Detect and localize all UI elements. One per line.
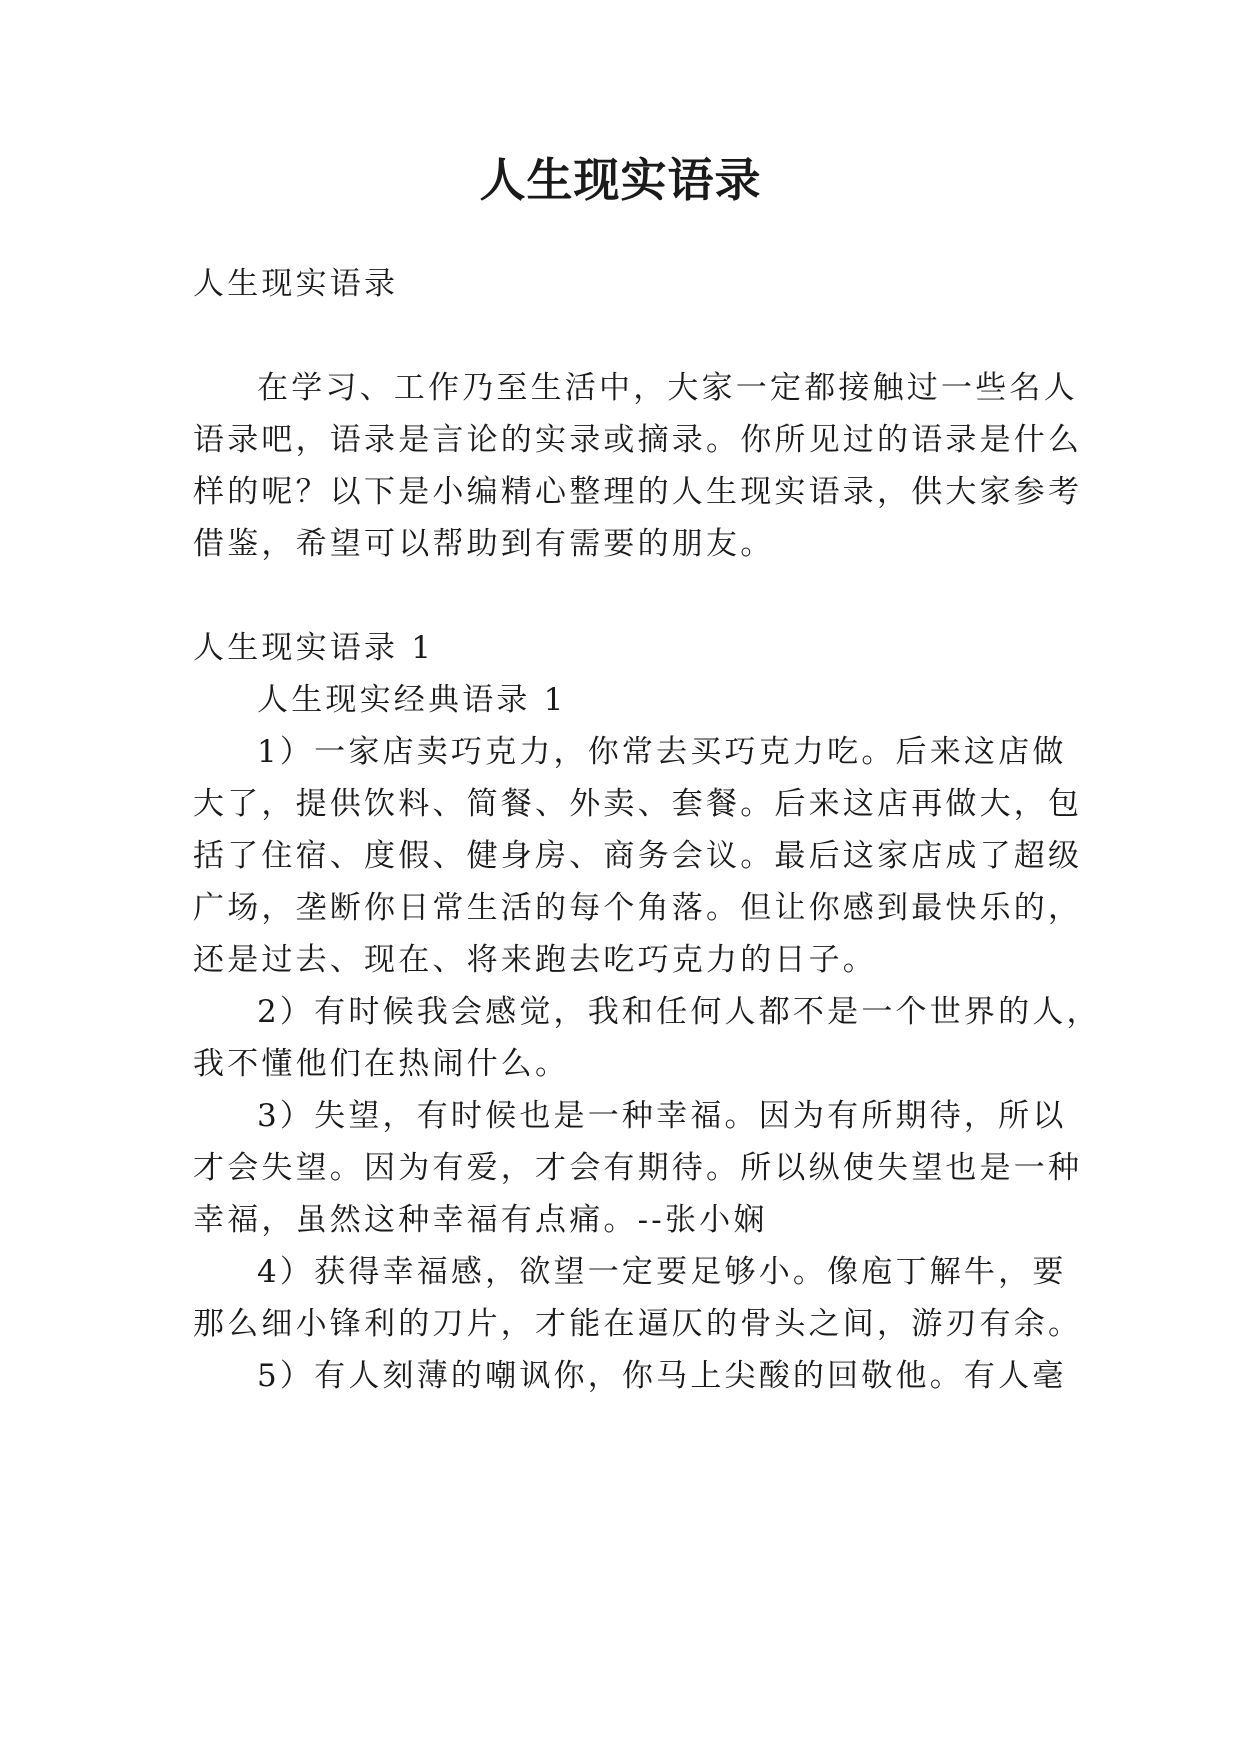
quote-line: 5）有人刻薄的嘲讽你，你马上尖酸的回敬他。有人毫 (257, 1358, 1067, 1394)
quote-line: 2）有时候我会感觉，我和任何人都不是一个世界的人， (257, 994, 1101, 1030)
subsection-heading: 人生现实经典语录 1 (257, 682, 567, 718)
intro-line: 借鉴，希望可以帮助到有需要的朋友。 (193, 526, 775, 562)
quote-line: 3）失望，有时候也是一种幸福。因为有所期待，所以 (257, 1098, 1067, 1134)
document-subtitle: 人生现实语录 (193, 266, 399, 302)
quote-line: 4）获得幸福感，欲望一定要足够小。像庖丁解牛，要 (257, 1254, 1067, 1290)
quote-line: 还是过去、现在、将来跑去吃巧克力的日子。 (193, 942, 877, 978)
intro-line: 语录吧，语录是言论的实录或摘录。你所见过的语录是什么 (193, 422, 1083, 458)
quote-line: 才会失望。因为有爱，才会有期待。所以纵使失望也是一种 (193, 1150, 1083, 1186)
quote-line: 广场，垄断你日常生活的每个角落。但让你感到最快乐的， (193, 890, 1083, 926)
quote-line: 那么细小锋利的刀片，才能在逼仄的骨头之间，游刃有余。 (193, 1306, 1083, 1342)
intro-line: 样的呢？以下是小编精心整理的人生现实语录，供大家参考 (193, 474, 1083, 510)
quote-line: 我不懂他们在热闹什么。 (193, 1046, 570, 1082)
quote-line: 1）一家店卖巧克力，你常去买巧克力吃。后来这店做 (257, 734, 1067, 770)
intro-line: 在学习、工作乃至生活中，大家一定都接触过一些名人 (257, 370, 1078, 406)
quote-line: 幸福，虽然这种幸福有点痛。--张小娴 (193, 1202, 768, 1238)
section-heading: 人生现实语录 1 (193, 630, 435, 666)
quote-line: 大了，提供饮料、简餐、外卖、套餐。后来这店再做大，包 (193, 786, 1083, 822)
quote-line: 括了住宿、度假、健身房、商务会议。最后这家店成了超级 (193, 838, 1083, 874)
page-title: 人生现实语录 (479, 153, 762, 207)
